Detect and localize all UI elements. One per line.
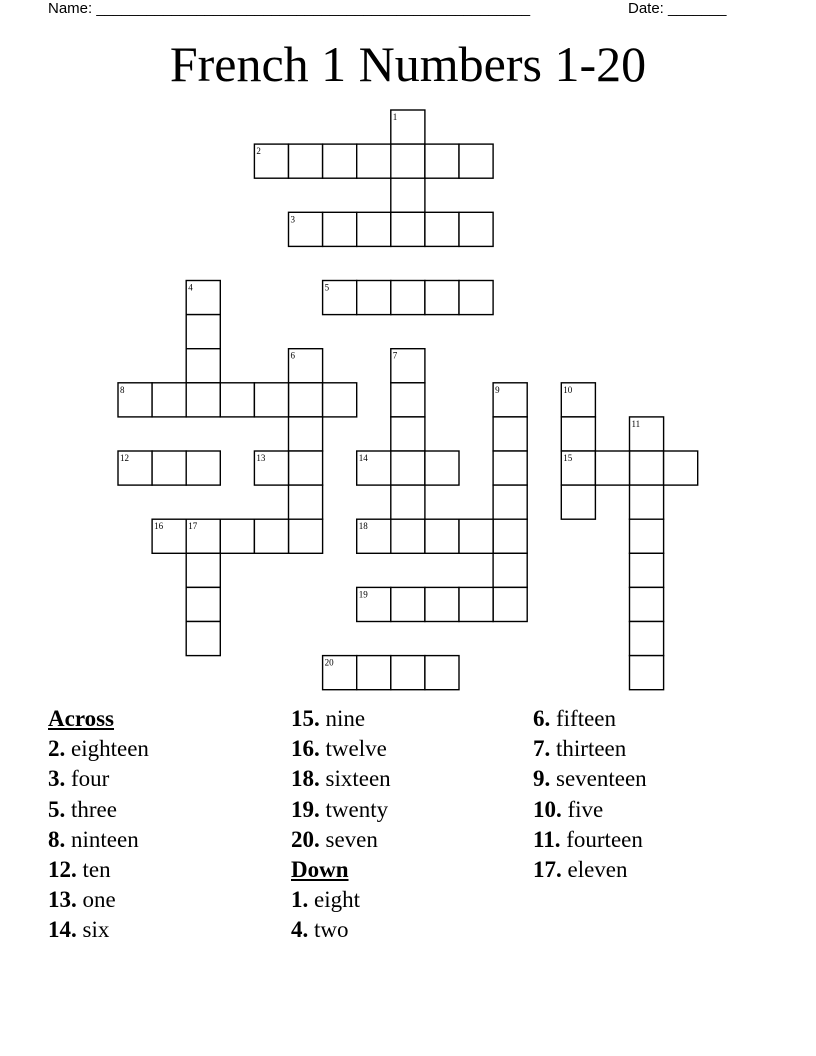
- clue-across-19: 19. twenty: [291, 796, 389, 822]
- crossword-cell[interactable]: [391, 451, 425, 485]
- crossword-cell[interactable]: [391, 417, 425, 451]
- crossword-cell[interactable]: [391, 519, 425, 553]
- clue-down-17: 17. eleven: [533, 856, 628, 882]
- crossword-cell[interactable]: [425, 281, 459, 315]
- clue-down-7: 7. thirteen: [533, 736, 627, 762]
- date-line: Date: _______: [628, 0, 727, 17]
- clue-column-3: [533, 704, 647, 885]
- clue-across-20: 20. seven: [291, 826, 378, 852]
- clue-across-14: 14. six: [48, 917, 110, 943]
- crossword-cell[interactable]: [391, 144, 425, 178]
- crossword-cell[interactable]: [220, 383, 254, 417]
- crossword-cell[interactable]: [493, 587, 527, 621]
- across-heading: Across: [48, 706, 115, 731]
- clue-across-12: 12. ten: [48, 856, 111, 882]
- crossword-cell[interactable]: [289, 485, 323, 519]
- crossword-cell[interactable]: [425, 519, 459, 553]
- clue-column-2: [291, 704, 391, 946]
- cell-number: 12: [120, 453, 129, 463]
- crossword-cell[interactable]: [357, 212, 391, 246]
- crossword-cell[interactable]: [186, 315, 220, 349]
- crossword-cell[interactable]: [664, 451, 698, 485]
- clue-across-15: 15. nine: [291, 706, 366, 731]
- crossword-cell[interactable]: [391, 485, 425, 519]
- crossword-cell[interactable]: [323, 144, 357, 178]
- clue-across-5: 5. three: [48, 796, 117, 822]
- crossword-cell[interactable]: [425, 451, 459, 485]
- crossword-cell[interactable]: [425, 212, 459, 246]
- cell-number: 8: [120, 384, 125, 395]
- page-title: French 1 Numbers 1-20: [169, 36, 647, 92]
- crossword-cell[interactable]: [493, 485, 527, 519]
- crossword-cell[interactable]: [254, 383, 288, 417]
- crossword-cell[interactable]: [493, 519, 527, 553]
- name-line: Name: ____________________________________________________: [48, 0, 531, 17]
- crossword-cell[interactable]: [186, 383, 220, 417]
- crossword-cell[interactable]: [391, 587, 425, 621]
- clue-down-1: 1. eight: [291, 887, 360, 913]
- clue-across-3: 3. four: [48, 766, 110, 792]
- crossword-cell[interactable]: [561, 485, 595, 519]
- crossword-cell[interactable]: [186, 587, 220, 621]
- crossword-cell[interactable]: [186, 349, 220, 383]
- crossword-cell[interactable]: [254, 519, 288, 553]
- crossword-cell[interactable]: [630, 656, 664, 690]
- crossword-cell[interactable]: [391, 383, 425, 417]
- crossword-cell[interactable]: [289, 144, 323, 178]
- cell-number: 16: [154, 521, 164, 532]
- clue-down-4: 4. two: [291, 917, 349, 943]
- cell-number: 15: [563, 453, 573, 463]
- clue-across-18: 18. sixteen: [291, 766, 391, 792]
- crossword-cell[interactable]: [186, 451, 220, 485]
- down-heading: Down: [291, 856, 349, 882]
- crossword-cell[interactable]: [357, 281, 391, 315]
- crossword-cell[interactable]: [186, 622, 220, 656]
- clue-down-11: 11. fourteen: [533, 826, 643, 852]
- crossword-cell[interactable]: [425, 587, 459, 621]
- clue-down-6: 6. fifteen: [533, 706, 617, 731]
- cell-number: 5: [324, 282, 330, 293]
- crossword-cell[interactable]: [323, 383, 357, 417]
- crossword-cell[interactable]: [493, 417, 527, 451]
- clue-down-10: 10. five: [533, 796, 604, 822]
- crossword-cell[interactable]: [630, 485, 664, 519]
- crossword-cell[interactable]: [459, 587, 493, 621]
- cell-number: 1: [392, 112, 398, 122]
- crossword-cell[interactable]: [323, 212, 357, 246]
- crossword-cell[interactable]: [425, 656, 459, 690]
- crossword-cell[interactable]: [561, 417, 595, 451]
- clue-column-1: [48, 704, 149, 946]
- clue-across-2: 2. eighteen: [48, 736, 149, 762]
- crossword-cell[interactable]: [357, 144, 391, 178]
- clue-across-13: 13. one: [48, 887, 116, 913]
- cell-number: 3: [290, 214, 295, 225]
- crossword-cell[interactable]: [630, 451, 664, 485]
- cell-number: 2: [256, 146, 261, 157]
- crossword-cell[interactable]: [493, 553, 527, 587]
- crossword-cell[interactable]: [459, 144, 493, 178]
- crossword-cell[interactable]: [186, 553, 220, 587]
- cell-number: 17: [188, 521, 198, 532]
- clue-across-16: 16. twelve: [291, 736, 387, 762]
- crossword-cell[interactable]: [459, 519, 493, 553]
- clue-across-8: 8. ninteen: [48, 826, 139, 852]
- cell-number: 4: [188, 282, 193, 293]
- crossword-cell[interactable]: [391, 281, 425, 315]
- cell-number: 20: [324, 657, 334, 668]
- crossword-cell[interactable]: [391, 178, 425, 212]
- cell-number: 11: [631, 418, 641, 429]
- crossword-cell[interactable]: [595, 451, 629, 485]
- crossword-cell[interactable]: [289, 417, 323, 451]
- cell-number: 6: [290, 350, 295, 361]
- crossword-cell[interactable]: [152, 451, 186, 485]
- crossword-cell[interactable]: [459, 212, 493, 246]
- cell-number: 10: [563, 384, 573, 395]
- crossword-cell[interactable]: [630, 587, 664, 621]
- crossword-cell[interactable]: [289, 519, 323, 553]
- crossword-cell[interactable]: [152, 383, 186, 417]
- cell-number: 14: [358, 453, 368, 463]
- crossword-cell[interactable]: [630, 622, 664, 656]
- crossword-cell[interactable]: [391, 212, 425, 246]
- crossword-cell[interactable]: [220, 519, 254, 553]
- crossword-cell[interactable]: [289, 451, 323, 485]
- crossword-cell[interactable]: [357, 656, 391, 690]
- clue-down-9: 9. seventeen: [533, 766, 647, 792]
- cell-number: 7: [392, 350, 398, 361]
- crossword-cell[interactable]: [630, 553, 664, 587]
- crossword-cell[interactable]: [459, 281, 493, 315]
- cell-number: 9: [495, 384, 500, 395]
- crossword-cell[interactable]: [493, 451, 527, 485]
- crossword-cell[interactable]: [289, 383, 323, 417]
- crossword-cell[interactable]: [391, 656, 425, 690]
- crossword-cell[interactable]: [425, 144, 459, 178]
- cell-number: 13: [256, 453, 266, 463]
- cell-number: 19: [358, 589, 368, 600]
- crossword-cell[interactable]: [630, 519, 664, 553]
- cell-number: 18: [358, 521, 368, 532]
